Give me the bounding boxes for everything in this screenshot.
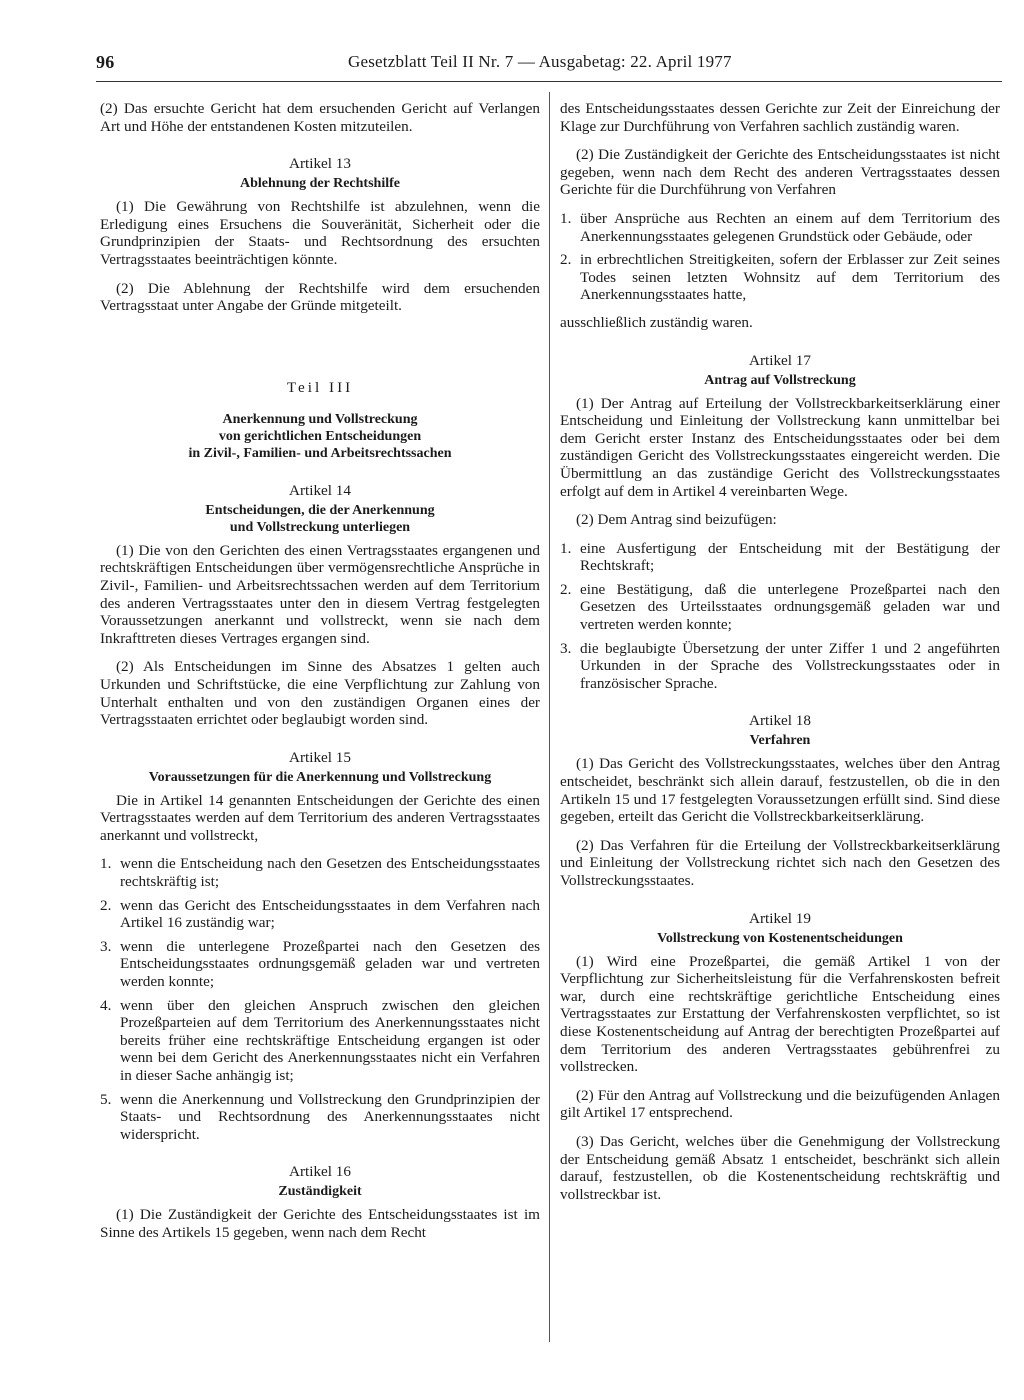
column-divider [549, 92, 550, 1342]
list-item-number: 3. [560, 639, 572, 657]
article-19-paragraph-1: (1) Wird eine Prozeßpartei, die gemäß Artikel 1 von der Verpflichtung zur Sicherheitsleistung für die Verfahrenskosten befreit war, durch eine rechtskräftige gerichtliche Entscheidung eines Vertragsstaates zur Erstattung der Verfahrenskosten verpflichtet, so ist diese Kostenentscheidung auf Antrag der berechtigten Prozeßpartei auf dem Territorium des anderen Vertragsstaates gebührenfrei zu vollstrecken. [560, 952, 1000, 1076]
article-14-title [100, 502, 540, 536]
part-title [100, 411, 540, 462]
header-rule [96, 81, 1002, 82]
article-16-paragraph-2: (2) Die Zuständigkeit der Gerichte des Entscheidungsstaates ist nicht gegeben, wenn nach dem Recht des anderen Vertragsstaates dessen Gerichte für die Durchführung von Verfahren [560, 146, 1000, 199]
article-17-paragraph-2: (2) Dem Antrag sind beizufügen: [576, 511, 777, 529]
article-13-paragraph-2: (2) Die Ablehnung der Rechtshilfe wird dem ersuchenden Vertragsstaat unter Angabe der Gründe mitgeteilt. [100, 279, 540, 315]
list-item [560, 640, 1000, 693]
list-item [560, 251, 1000, 304]
list-item-number: 1. [100, 855, 112, 873]
list-item-text: eine Ausfertigung der Entscheidung mit der Bestätigung der Rechtskraft; [580, 539, 1000, 575]
part-title-line: Anerkennung und Vollstreckung [222, 411, 418, 427]
left-column [100, 100, 540, 1253]
paragraph-costs: (2) Das ersuchte Gericht hat dem ersuchenden Gericht auf Verlangen Art und Höhe der entstandenen Kosten mitzuteilen. [100, 100, 540, 135]
list-item [560, 581, 1000, 634]
article-18-paragraph-1: (1) Das Gericht des Vollstreckungsstaates, welches über den Antrag entscheidet, beschränkt sich allein darauf, festzustellen, ob die in den Artikeln 15 und 17 festgelegten Voraussetzungen erfüllt sind. Sind diese gegeben, erteilt das Gericht die Vollstreckbarkeitserklärung. [560, 755, 1000, 826]
article-17-title: Antrag auf Vollstreckung [704, 372, 856, 388]
list-item [100, 897, 540, 932]
article-14-title-line: und Vollstreckung unterliegen [229, 519, 411, 535]
list-item [100, 855, 540, 890]
list-item-text: wenn die Entscheidung nach den Gesetzen des Entscheidungsstaates rechtskräftig ist; [120, 855, 540, 891]
list-item [100, 997, 540, 1085]
article-16-title: Zuständigkeit [278, 1184, 362, 1200]
part-label: Teil III [286, 378, 354, 396]
article-15-title: Voraussetzungen für die Anerkennung und Vollstreckung [148, 769, 492, 785]
running-title: Gesetzblatt Teil II Nr. 7 — Ausgabetag: 22. April 1977 [348, 52, 732, 71]
article-19-title: Vollstreckung von Kostenentscheidungen [657, 930, 903, 946]
article-13-paragraph-1: (1) Die Gewährung von Rechtshilfe ist abzulehnen, wenn die Erledigung eines Ersuchens die Souveränität, Sicherheit oder die Grundprinzipien der Staats- und Rechtsordnung des ersuchten Vertragsstaates beeinträchtigen könnte. [100, 198, 540, 268]
list-item-text: wenn die unterlegene Prozeßpartei nach den Gesetzen des Entscheidungsstaates ordnungsgemäß geladen war und vertreten werden konnte; [120, 937, 540, 991]
list-item [560, 210, 1000, 245]
article-18-number: Artikel 18 [748, 712, 811, 730]
article-16-closing: ausschließlich zuständig waren. [560, 313, 753, 331]
article-14-paragraph-1: (1) Die von den Gerichten des einen Vertragsstaates ergangenen und rechtskräftigen Entscheidungen über vermögensrechtliche Ansprüche in Zivil-, Familien- und Arbeitsrechtssachen werden auf dem Territorium des anderen Vertragsstaates unter den in diesem Vertrag festgelegten Voraussetzungen anerkannt und vollstreckt, wenn sie nach dem Inkrafttreten dieses Vertrages ergangen sind. [100, 541, 540, 647]
list-item-text: die beglaubigte Übersetzung der unter Ziffer 1 und 2 angeführten Urkunden in der Sprache des Vollstreckungsstaates oder in französischer Sprache. [580, 639, 1000, 692]
list-item-text: wenn das Gericht des Entscheidungsstaates in dem Verfahren nach Artikel 16 zuständig war; [120, 896, 540, 932]
article-17-list [560, 540, 1000, 693]
list-item [100, 1091, 540, 1144]
article-16-list [560, 210, 1000, 304]
article-15-intro: Die in Artikel 14 genannten Entscheidungen der Gerichte des einen Vertragsstaates werden auf dem Territorium des anderen Vertragsstaates anerkannt und vollstreckt, [100, 791, 540, 844]
list-item-text: wenn über den gleichen Anspruch zwischen den gleichen Prozeßparteien auf dem Territorium des Anerkennungsstaates nicht bereits früher eine rechtskräftige Entscheidung ergangen ist oder wenn bei dem Gericht des Anerkennungsstaates nicht ein Verfahren in dieser Sache anhängig ist; [120, 996, 540, 1084]
article-14-paragraph-2: (2) Als Entscheidungen im Sinne des Absatzes 1 gelten auch Urkunden und Schriftstücke, die eine Verpflichtung zur Zahlung von Unterhalt enthalten und von den zuständigen Organen eines der Vertragsstaaten errichtet oder beglaubigt worden sind. [100, 658, 540, 729]
article-17-paragraph-1: (1) Der Antrag auf Erteilung der Vollstreckbarkeitserklärung einer Entscheidung und Einleitung der Vollstreckung kann unmittelbar bei dem Gericht erster Instanz des Entscheidungsstaates oder bei dem zuständigen Gericht des Vollstreckungsstaates eingereicht werden. Die Übermittlung an das zuständige Gericht des Vollstreckungsstaates erfolgt auf dem in Artikel 4 vereinbarten Wege. [560, 394, 1000, 500]
article-19-paragraph-2: (2) Für den Antrag auf Vollstreckung und die beizufügenden Anlagen gilt Artikel 17 entsprechend. [560, 1086, 1000, 1122]
list-item-number: 4. [100, 996, 112, 1014]
article-13-title: Ablehnung der Rechtshilfe [240, 176, 400, 192]
article-17-number: Artikel 17 [748, 351, 811, 369]
article-16-paragraph-1-continued: des Entscheidungsstaates dessen Gerichte zur Zeit der Einreichung der Klage zur Durchführung von Verfahren sachlich zuständig waren. [560, 100, 1000, 135]
list-item [560, 540, 1000, 575]
right-column [560, 100, 1000, 1214]
article-14-title-line: Entscheidungen, die der Anerkennung [205, 502, 435, 518]
page-header [96, 52, 756, 80]
article-16-paragraph-1: (1) Die Zuständigkeit der Gerichte des Entscheidungsstaates ist im Sinne des Artikels 15 gegeben, wenn nach dem Recht [100, 1206, 540, 1241]
article-14-number: Artikel 14 [288, 481, 351, 499]
list-item-text: eine Bestätigung, daß die unterlegene Prozeßpartei nach den Gesetzen des Urteilsstaates ordnungsgemäß geladen war und vertreten werden konnte; [580, 580, 1000, 634]
list-item-text: wenn die Anerkennung und Vollstreckung den Grundprinzipien der Staats- und Rechtsordnung des Anerkennungsstaates nicht widerspricht. [120, 1090, 540, 1143]
part-title-line: in Zivil-, Familien- und Arbeitsrechtssachen [188, 445, 452, 461]
article-19-paragraph-3: (3) Das Gericht, welches über die Genehmigung der Vollstreckung der Entscheidung gemäß Absatz 1 entscheidet, beschränkt sich allein darauf, festzustellen, ob die Kostenentscheidung rechtskräftig und vollstreckbar ist. [560, 1132, 1000, 1203]
list-item-number: 5. [100, 1090, 112, 1108]
list-item-number: 2. [100, 896, 112, 914]
list-item-number: 3. [100, 937, 112, 955]
article-16-number: Artikel 16 [288, 1163, 351, 1181]
list-item-number: 1. [560, 539, 572, 557]
article-19-number: Artikel 19 [748, 909, 811, 927]
article-18-title: Verfahren [749, 733, 811, 749]
list-item-number: 2. [560, 580, 572, 598]
list-item-text: über Ansprüche aus Rechten an einem auf dem Territorium des Anerkennungsstaates gelegenen Grundstück oder Gebäude, oder [580, 209, 1000, 245]
part-title-line: von gerichtlichen Entscheidungen [218, 428, 422, 444]
article-13-number: Artikel 13 [288, 155, 351, 173]
list-item [100, 938, 540, 991]
article-15-list [100, 855, 540, 1143]
article-15-number: Artikel 15 [288, 748, 351, 766]
page-number: 96 [96, 52, 115, 72]
article-18-paragraph-2: (2) Das Verfahren für die Erteilung der Vollstreckbarkeitserklärung und Einleitung der Vollstreckung richtet sich nach den Gesetzen des Vollstreckungsstaates. [560, 836, 1000, 889]
list-item-number: 1. [560, 209, 572, 227]
list-item-text: in erbrechtlichen Streitigkeiten, sofern der Erblasser zur Zeit seines Todes seinen letzten Wohnsitz auf dem Territorium des Anerkennungsstaates hatte, [580, 251, 1000, 304]
list-item-number: 2. [560, 251, 572, 269]
